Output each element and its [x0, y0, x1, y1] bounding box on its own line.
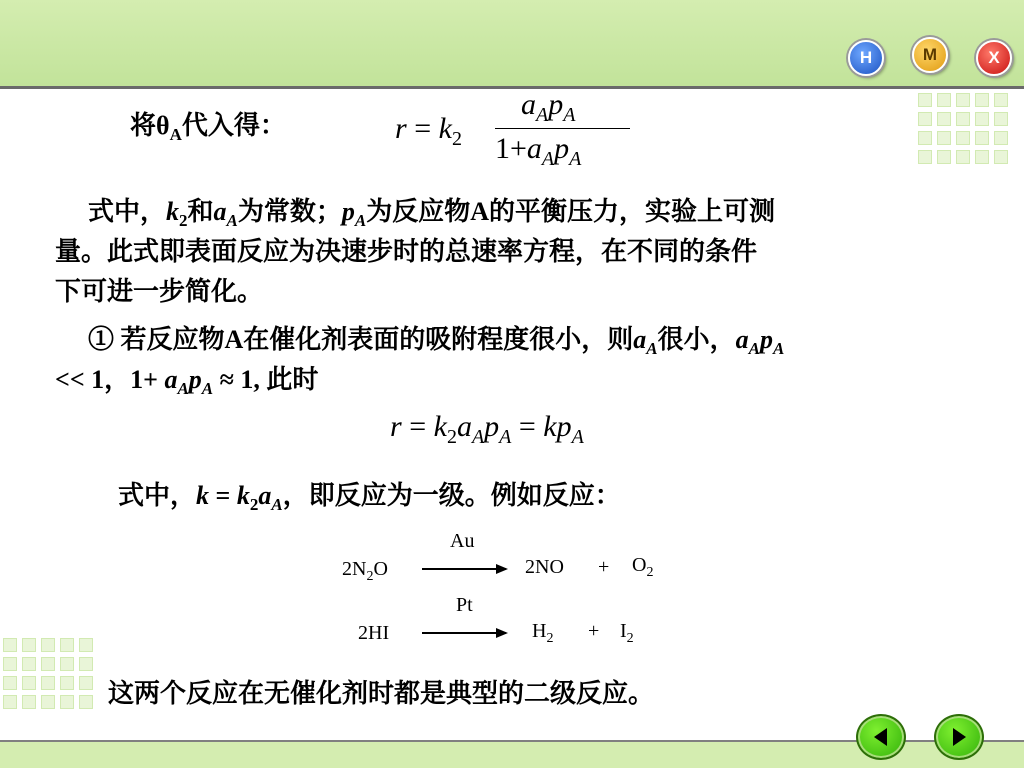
substitution-text: 将$\theta_A$代入得： [130, 111, 286, 145]
reaction-arrow-2 [422, 632, 506, 634]
para2-line2: << 1，$1+ a_Ap_A \approx 1$, 此时 [55, 365, 319, 399]
previous-button[interactable] [856, 714, 906, 760]
triangle-left-icon [871, 726, 891, 748]
fraction-bar [495, 128, 630, 129]
rate-equation-2: $r = k_2a_Ap_A = kp_A$ [390, 410, 584, 448]
reactant-hi: 2HI [358, 622, 390, 644]
para1-line3: 下可进一步简化。 [55, 277, 264, 306]
product-i2: $I_2$ [620, 620, 634, 646]
right-grid-decoration [918, 93, 1008, 164]
catalyst-au: Au [450, 530, 475, 552]
plus-sign: + [588, 620, 600, 642]
catalyst-pt: Pt [456, 594, 473, 616]
product-h2: $H_2$ [532, 620, 554, 646]
triangle-right-icon [949, 726, 969, 748]
plus-sign: + [598, 556, 610, 578]
rate-equation-1: $r = k_2$ $a_Ap_A$ $1+a_Ap_A$ [395, 92, 635, 182]
left-grid-decoration [3, 638, 93, 709]
second-order-text: 这两个反应在无催化剂时都是典型的二级反应。 [108, 679, 655, 708]
para1-line2: 量。此式即表面反应为决速步时的总速率方程，在不同的条件 [55, 237, 758, 266]
reaction-arrow-1 [422, 568, 506, 570]
home-button[interactable]: H [848, 40, 884, 76]
menu-button[interactable]: M [912, 37, 948, 73]
header-divider [0, 86, 1024, 89]
first-order-text: 式中，$k = k_2a_A$，即反应为一级。例如反应： [118, 481, 621, 515]
next-button[interactable] [934, 714, 984, 760]
product-o2: $O_2$ [632, 554, 654, 580]
para1-line1: 式中，$k_2$和$a_A$为常数；$p_A$为反应物A的平衡压力，实验上可测 [88, 197, 776, 231]
product-no: 2NO [525, 556, 564, 578]
reactant-n2o: $2N_2O$ [342, 558, 388, 584]
para2-line1: ① 若反应物A在催化剂表面的吸附程度很小，则$a_A$很小，$a_Ap_A$ [88, 325, 785, 359]
exit-button[interactable]: X [976, 40, 1012, 76]
